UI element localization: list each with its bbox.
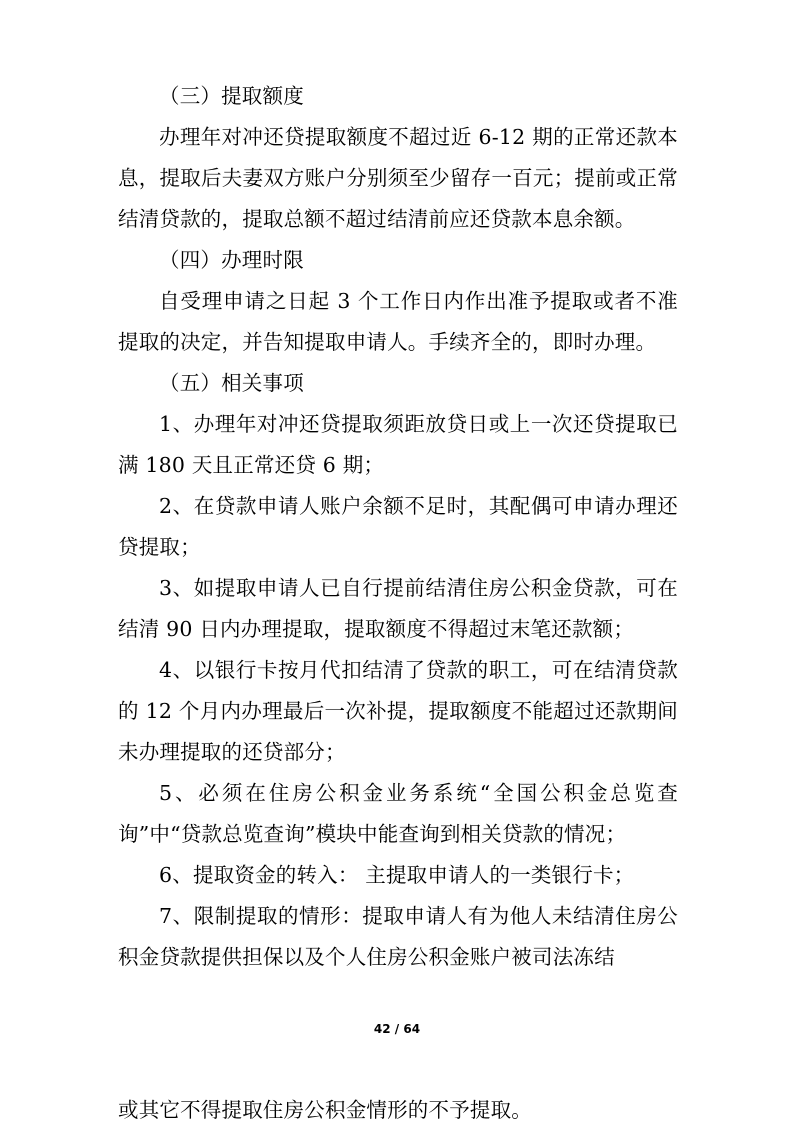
list-item-7: 7、限制提取的情形：提取申请人有为他人未结清住房公积金贷款提供担保以及个人住房公积金账户被司法冻结 [118,904,678,969]
overflow-text-line: 或其它不得提取住房公积金情形的不予提取。 [118,1098,532,1122]
section-heading-extraction-amount: （三）提取额度 [159,84,304,108]
list-item-3: 3、如提取申请人已自行提前结清住房公积金贷款，可在结清 90 日内办理提取，提取额度不得超过末笔还款额； [118,576,678,641]
list-item-4: 4、以银行卡按月代扣结清了贷款的职工，可在结清贷款的 12 个月内办理最后一次补提，提取额度不能超过还款期间未办理提取的还贷部分； [118,658,678,764]
paragraph-extraction-amount-body: 办理年对冲还贷提取额度不超过近 6-12 期的正常还款本息，提取后夫妻双方账户分别须至少留存一百元；提前或正常结清贷款的，提取总额不超过结清前应还贷款本息余额。 [118,125,678,231]
section-heading-processing-time: （四）办理时限 [159,248,304,272]
list-item-6: 6、提取资金的转入： 主提取申请人的一类银行卡； [159,863,635,887]
list-item-2: 2、在贷款申请人账户余额不足时，其配偶可申请办理还贷提取； [118,494,678,559]
paragraph-processing-time-body: 自受理申请之日起 3 个工作日内作出准予提取或者不准提取的决定，并告知提取申请人。手续齐全的，即时办理。 [118,289,678,354]
list-item-1: 1、办理年对冲还贷提取须距放贷日或上一次还贷提取已满 180 天且正常还贷 6 期； [118,412,678,477]
page-content [118,76,678,978]
section-heading-related-matters: （五）相关事项 [159,371,304,395]
list-item-5: 5、必须在住房公积金业务系统“全国公积金总览查询”中“贷款总览查询”模块中能查询到相关贷款的情况； [118,781,678,846]
page-number: 42 / 64 [373,1022,421,1036]
